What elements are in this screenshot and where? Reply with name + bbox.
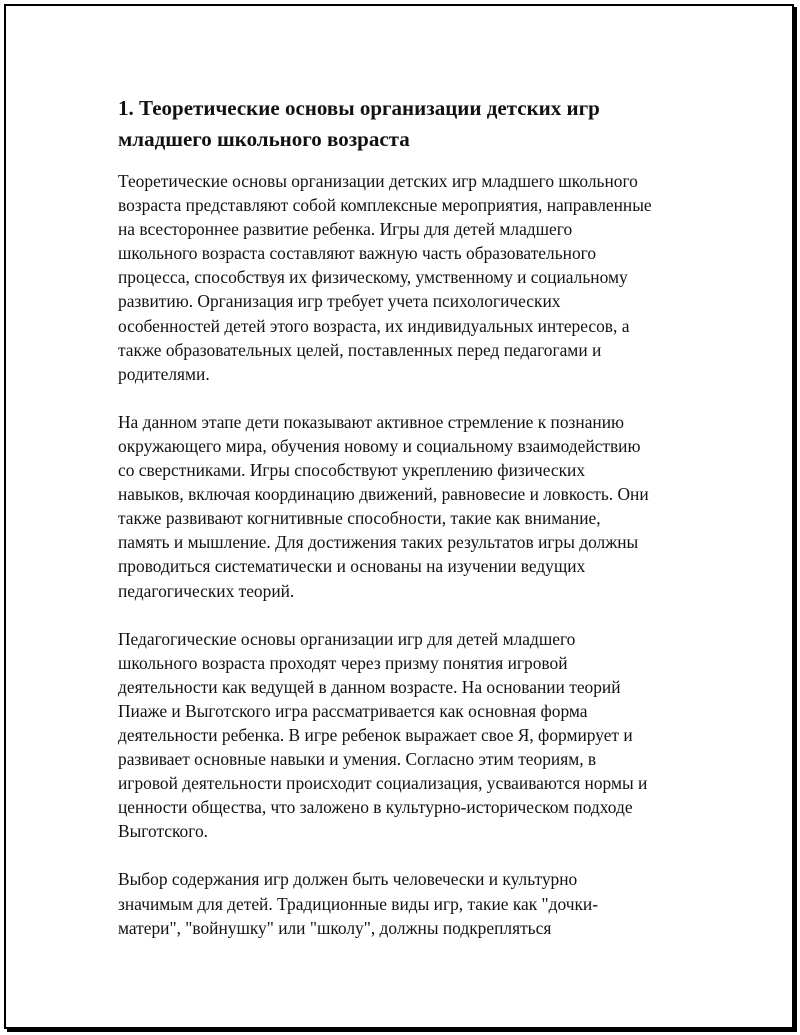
text-line: Пиаже и Выготского игра рассматривается как основная форма	[118, 700, 588, 721]
text-line: развитию. Организация игр требует учета психологических	[118, 291, 561, 312]
paragraph-4	[118, 867, 692, 939]
heading-line: младшего школьного возраста	[118, 127, 410, 151]
text-line: Выготского.	[118, 821, 208, 842]
text-line: особенностей детей этого возраста, их индивидуальных интересов, а	[118, 315, 630, 336]
text-line: игровой деятельности происходит социализация, усваиваются нормы и	[118, 773, 648, 794]
text-line: на всестороннее развитие ребенка. Игры для детей младшего	[118, 219, 573, 240]
text-line: память и мышление. Для достижения таких результатов игры должны	[118, 532, 639, 553]
document-body	[118, 93, 692, 964]
text-line: школьного возраста составляют важную часть образовательного	[118, 243, 597, 264]
text-line: школьного возраста проходят через призму понятия игровой	[118, 652, 568, 673]
text-line: родителями.	[118, 363, 210, 384]
text-line: педагогических теорий.	[118, 580, 295, 601]
text-line: матери", "войнушку" или "школу", должны подкрепляться	[118, 917, 552, 938]
text-line: ценности общества, что заложено в культурно-историческом подходе	[118, 797, 633, 818]
section-heading	[118, 93, 692, 155]
text-line: Выбор содержания игр должен быть человечески и культурно	[118, 869, 578, 890]
text-line: деятельности как ведущей в данном возрасте. На основании теорий	[118, 676, 621, 697]
paragraph-3	[118, 627, 692, 844]
paragraph-1	[118, 169, 692, 386]
text-line: значимым для детей. Традиционные виды игр, такие как "дочки-	[118, 893, 599, 914]
text-line: возраста представляют собой комплексные мероприятия, направленные	[118, 195, 652, 216]
text-line: также развивают когнитивные способности, такие как внимание,	[118, 508, 601, 529]
paragraph-2	[118, 410, 692, 603]
text-line: развивает основные навыки и умения. Согласно этим теориям, в	[118, 749, 597, 770]
heading-line: 1. Теоретические основы организации детских игр	[118, 96, 600, 120]
text-line: Педагогические основы организации игр для детей младшего	[118, 628, 576, 649]
text-line: проводиться систематически и основаны на изучении ведущих	[118, 556, 586, 577]
text-line: процесса, способствуя их физическому, умственному и социальному	[118, 267, 628, 288]
text-line: со сверстниками. Игры способствуют укреплению физических	[118, 460, 586, 481]
text-line: навыков, включая координацию движений, равновесие и ловкость. Они	[118, 484, 649, 505]
text-line: На данном этапе дети показывают активное стремление к познанию	[118, 411, 625, 432]
text-line: также образовательных целей, поставленных перед педагогами и	[118, 339, 602, 360]
text-line: деятельности ребенка. В игре ребенок выражает свое Я, формирует и	[118, 724, 633, 745]
text-line: Теоретические основы организации детских игр младшего школьного	[118, 171, 638, 191]
text-line: окружающего мира, обучения новому и социальному взаимодействию	[118, 435, 641, 456]
